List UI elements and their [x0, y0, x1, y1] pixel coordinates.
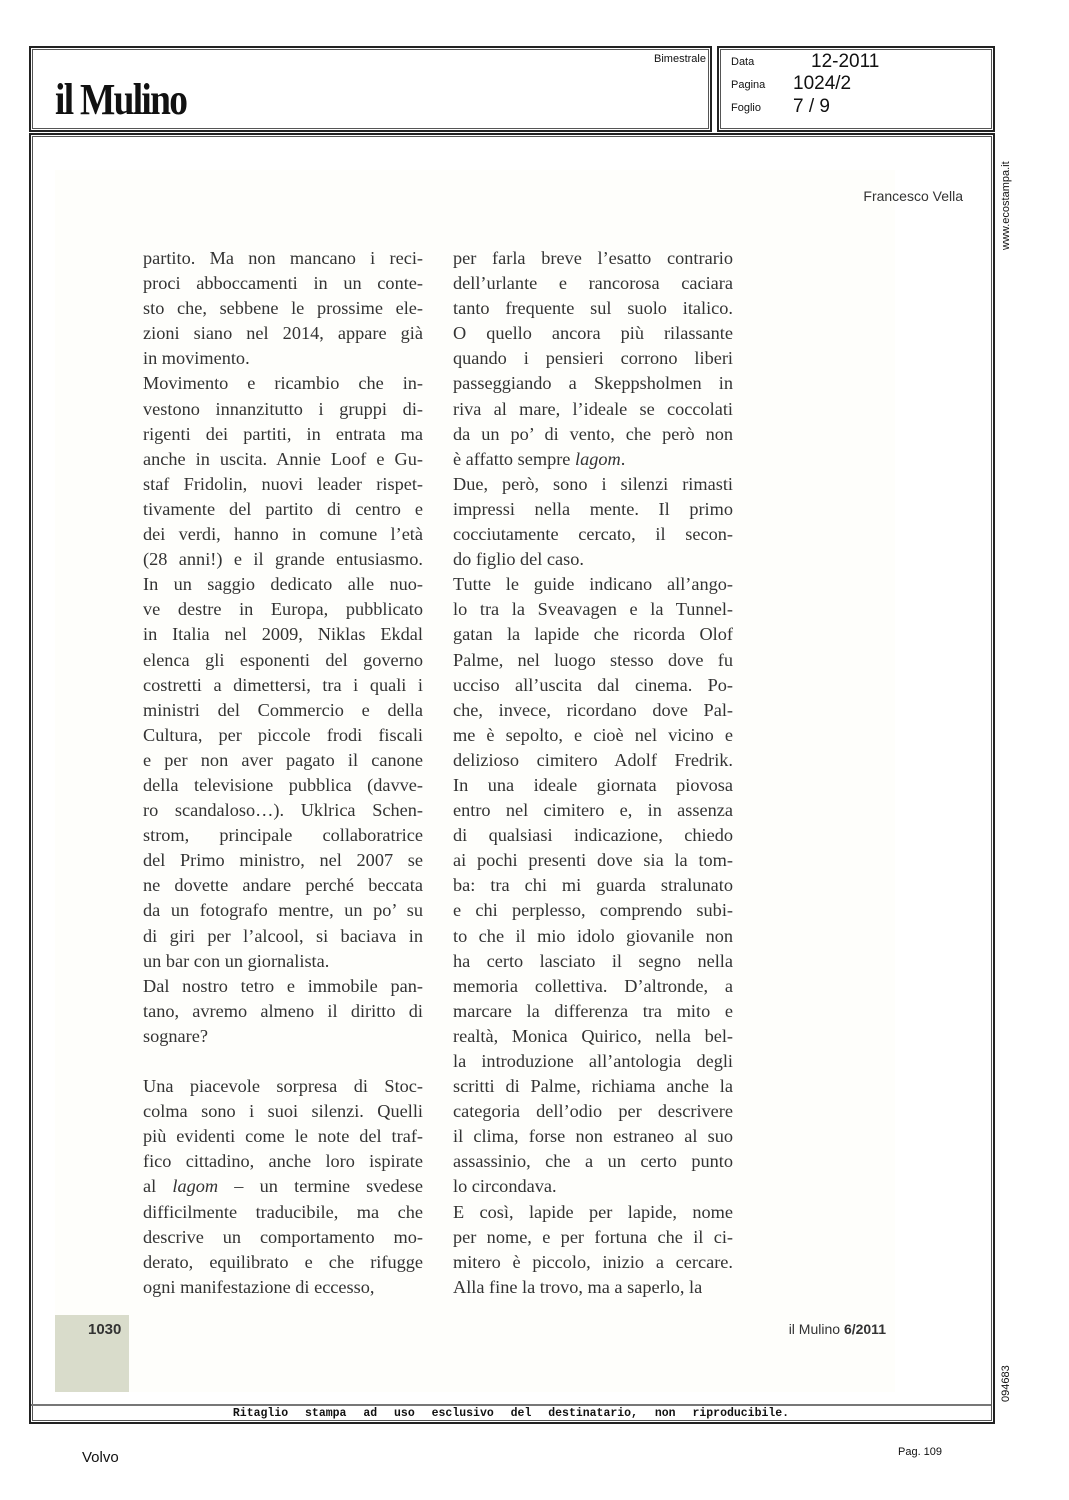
- text-line: derato, equilibrato e che rifugge: [143, 1251, 423, 1272]
- website-label: www.ecostampa.it: [1000, 161, 1012, 250]
- frequency-label: Bimestrale: [654, 53, 706, 65]
- text-line: un bar con un giornalista.: [143, 950, 330, 971]
- date-label: Data: [731, 56, 755, 68]
- text-line: ai pochi presenti dove sia la tom-: [453, 850, 733, 871]
- client-name: Volvo: [82, 1449, 119, 1466]
- text-line: e chi perplesso, comprendo subi-: [453, 900, 733, 921]
- text-line: e per non aver pagato il canone: [143, 749, 423, 770]
- text-line: anche in uscita. Annie Loof e Gu-: [143, 448, 423, 469]
- text-line: E così, lapide per lapide, nome: [453, 1201, 733, 1222]
- text-line: [143, 1174, 423, 1199]
- document-code: 094683: [1000, 1365, 1012, 1402]
- text-line: memoria collettiva. D’altronde, a: [453, 975, 733, 996]
- text-line: lo circondava.: [453, 1176, 557, 1197]
- text-line: da un fotografo mentre, un po’ su: [143, 900, 423, 921]
- text-line: Cultura, per piccole frodi fiscali: [143, 724, 423, 745]
- text-line: di giri per l’alcool, si baciava in: [143, 925, 423, 946]
- text-line: delizioso cimitero Adolf Fredrik.: [453, 749, 733, 770]
- text-line: passeggiando a Skeppsholmen in: [453, 373, 733, 394]
- text-line: entro nel cimitero e, in assenza: [453, 800, 733, 821]
- text-line: elenca gli esponenti del governo: [143, 649, 423, 670]
- text-segment: – un termine svedese: [218, 1176, 424, 1197]
- footer-divider: [31, 1404, 991, 1406]
- text-line: to che il mio idolo giovanile non: [453, 925, 733, 946]
- text-line: me è sepolto, e cioè nel vicino e: [453, 724, 733, 745]
- text-line: per farla breve l’esatto contrario: [453, 248, 733, 268]
- text-line: (28 anni!) e il grande entusiasmo.: [143, 549, 423, 570]
- text-line: Tutte le guide indicano all’ango-: [453, 574, 733, 595]
- text-line: cocciutamente cercato, il secon-: [453, 524, 733, 545]
- text-line: più evidenti come le note del traf-: [143, 1126, 423, 1147]
- text-line: [143, 1049, 423, 1074]
- page-label: Pagina: [731, 79, 766, 91]
- page-value: 1024/2: [793, 73, 852, 94]
- text-line: la introduzione all’antologia degli: [453, 1051, 733, 1071]
- italic-term: lagom: [172, 1176, 219, 1197]
- text-segment: .: [620, 448, 626, 469]
- header-meta-box: [717, 46, 995, 132]
- date-value: 12-2011: [811, 51, 880, 72]
- text-line: che, invece, ricordano dove Pal-: [453, 699, 733, 720]
- text-line: staf Fridolin, nuovi leader rispet-: [143, 473, 423, 494]
- text-line: proci abboccamenti in un conte-: [143, 273, 423, 294]
- text-line: della televisione pubblica (davve-: [143, 774, 423, 795]
- text-line: per nome, e per fortuna che il ci-: [453, 1226, 733, 1247]
- text-line: O quello ancora più rilassante: [453, 323, 733, 344]
- text-line: sto che, sebbene le prossime ele-: [143, 298, 423, 319]
- text-line: vestono innanzitutto i gruppi di-: [143, 398, 423, 419]
- page-indicator: Pag. 109: [898, 1446, 943, 1458]
- text-line: In un saggio dedicato alle nuo-: [143, 574, 423, 595]
- text-line: difficilmente traducibile, ma che: [143, 1201, 423, 1222]
- text-line: categoria dell’odio per descrivere: [453, 1101, 733, 1122]
- sheet-label: Foglio: [731, 102, 761, 114]
- text-line: riva al mare, l’ideale se coccolati: [453, 398, 733, 419]
- sheet-value: 7 / 9: [793, 96, 830, 117]
- text-line: mitero è piccolo, inizio a cercare.: [453, 1251, 733, 1272]
- header-publication-box: [29, 46, 712, 132]
- text-line: ve destre in Europa, pubblicato: [143, 599, 423, 620]
- text-line: lo tra la Sveavagen e la Tunnel-: [453, 599, 733, 620]
- text-line: ogni manifestazione di eccesso,: [143, 1276, 375, 1297]
- article-author: Francesco Vella: [863, 188, 963, 204]
- text-line: ba: tra chi mi guarda stralunato: [453, 875, 733, 896]
- text-line: partito. Ma non mancano i reci-: [143, 248, 423, 268]
- text-column-right: [453, 246, 733, 1300]
- page-number: 1030: [88, 1321, 122, 1338]
- text-line: da un po’ di vento, che però non: [453, 423, 733, 444]
- text-line: sognare?: [143, 1025, 208, 1046]
- text-segment: è affatto sempre: [453, 448, 575, 469]
- text-line: Due, però, sono i silenzi rimasti: [453, 473, 733, 494]
- text-line: zioni siano nel 2014, appare già: [143, 323, 423, 344]
- text-line: tanto frequente sul suolo italico.: [453, 298, 733, 319]
- text-line: quando i pensieri corrono liberi: [453, 348, 733, 369]
- text-line: fico cittadino, anche loro ispirate: [143, 1151, 423, 1172]
- text-line: [453, 447, 733, 472]
- text-line: di qualsiasi indicazione, chiedo: [453, 825, 733, 846]
- text-line: do figlio del caso.: [453, 549, 584, 570]
- text-line: dei verdi, hanno in comune l’età: [143, 524, 423, 545]
- text-line: ministri del Commercio e della: [143, 699, 423, 720]
- issue-number: 6/2011: [843, 1321, 886, 1337]
- text-line: Dal nostro tetro e immobile pan-: [143, 975, 423, 996]
- issue-prefix: il Mulino: [788, 1321, 844, 1337]
- text-line: realtà, Monica Quirico, nella bel-: [453, 1025, 733, 1046]
- text-line: costretti a dimettersi, tra i quali i: [143, 674, 423, 695]
- text-line: del Primo ministro, nel 2007 se: [143, 850, 423, 871]
- text-line: gatan la lapide che ricorda Olof: [453, 624, 733, 645]
- copyright-notice: Ritaglio stampa ad uso esclusivo del destinatario, non riproducibile.: [232, 1407, 790, 1420]
- text-line: Palme, nel luogo stesso dove fu: [453, 649, 733, 670]
- text-line: dell’urlante e rancorosa caciara: [453, 273, 733, 294]
- text-line: ro scandaloso…). Uklrica Schen-: [143, 800, 423, 821]
- text-segment: al: [143, 1176, 173, 1197]
- text-line: tano, avremo almeno il diritto di: [143, 1000, 423, 1021]
- text-line: ha certo lasciato il segno nella: [453, 950, 733, 971]
- text-line: il clima, forse non estraneo al suo: [453, 1126, 733, 1147]
- text-line: Movimento e ricambio che in-: [143, 373, 423, 394]
- publication-logo: il Mulino: [55, 75, 187, 124]
- text-line: in Italia nel 2009, Niklas Ekdal: [143, 624, 423, 645]
- text-line: descrive un comportamento mo-: [143, 1226, 423, 1247]
- text-line: ne dovette andare perché beccata: [143, 875, 423, 896]
- issue-label: [789, 1321, 886, 1337]
- text-line: assassinio, che a un certo punto: [453, 1151, 733, 1172]
- text-line: rigenti dei partiti, in entrata ma: [143, 423, 423, 444]
- text-line: strom, principale collaboratrice: [143, 825, 423, 846]
- text-line: Una piacevole sorpresa di Stoc-: [143, 1076, 423, 1097]
- text-line: scritti di Palme, richiama anche la: [453, 1076, 733, 1097]
- text-line: ucciso all’uscita dal cinema. Po-: [453, 674, 733, 695]
- text-line: in movimento.: [143, 348, 250, 369]
- text-line: impressi nella mente. Il primo: [453, 498, 733, 519]
- text-line: colma sono i suoi silenzi. Quelli: [143, 1101, 423, 1122]
- text-column-left: [143, 246, 423, 1300]
- text-line: tivamente del partito di centro e: [143, 498, 423, 519]
- text-line: In una ideale giornata piovosa: [453, 774, 733, 795]
- text-line: Alla fine la trovo, ma a saperlo, la: [453, 1276, 703, 1297]
- text-line: marcare la differenza tra mito e: [453, 1000, 733, 1021]
- italic-term: lagom: [575, 448, 621, 469]
